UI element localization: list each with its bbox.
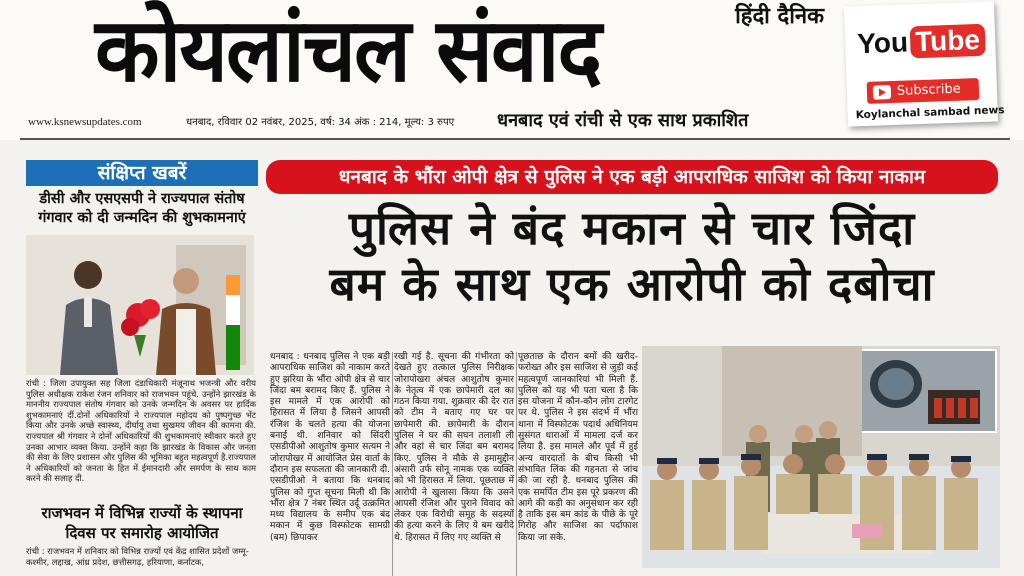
story-column-2: रखी गई है. सूचना की गंभीरता को देखते हुए तत्काल पुलिस निरीक्षक जोरापोखरा अंचल आशुतोष कुमार के नेतृत्व में एक छापेमारी दल का गठन किया गया. शुक्रवार की देर रात को टीम ने बताए गए घर पर छापेमारी की. छापेमारी के दौरान पुलिस ने घर की सघन तलाशी ली और वहां से चार जिंदा बम बरामद किए. पुलिस ने मौके से इमामुद्दीन अंसारी उर्फ सोनू नामक एक व्यक्ति को भी हिरासत में लिया. पूछताछ में आरोपी ने खुलासा किया कि उसने आपसी रंजिश और पुराने विवाद को लेकर एक विरोधी समूह के सदस्यों की हत्या करने के लिए ये बम खरीदे थे. हिरासत में लिए गए व्यक्ति से [394, 352, 514, 543]
youtube-logo [857, 24, 986, 60]
brief-headline-1: डीसी और एसएसपी ने राज्यपाल संतोष गंगवार को दी जन्मदिन की शुभकामनाएं [38, 191, 246, 226]
column-divider [392, 352, 393, 576]
subscribe-label: Subscribe [896, 81, 962, 99]
brief-headline-2: राजभवन में विभिन्न राज्यों के स्थापना दिवस पर समारोह आयोजित [41, 504, 243, 542]
story-headline [262, 200, 1002, 312]
headline-line-2: बम के साथ एक आरोपी को दबोचा [329, 257, 935, 311]
masthead [0, 0, 1024, 140]
story-column-3: पूछताछ के दौरान बमों की खरीद-फरोख्त और इस साजिश से जुड़ी कई महत्वपूर्ण जानकारियां भी मिली हैं. पुलिस को यह भी पता चला है कि इस योजना में कौन-कौन लोग टारगेट पर थे. पुलिस ने इस संदर्भ में भौंरा थाना में विस्फोटक पदार्थ अधिनियम सुसंगत धाराओं में मामला दर्ज कर लिया है. इस मामले और पूर्व में हुई अन्य वारदातों के बीच किसी भी संभावित लिंक की गहनता से जांच की जा रही है. धनबाद पुलिस की एक समर्पित टीम इस पूरे प्रकरण की आगे की कड़ी का अनुसंधान कर रही है ताकि इस बम कांड के पीछे के पूरे गिरोह और साजिश का पर्दाफाश किया जा सके. [518, 352, 638, 543]
tagline: धनबाद एवं रांची से एक साथ प्रकाशित [497, 110, 749, 131]
column-divider [516, 352, 517, 576]
governor-photo [26, 235, 254, 375]
newspaper-title: कोयलांचल संवाद [95, 0, 601, 102]
edition-label: हिंदी दैनिक [735, 3, 824, 29]
police-press-photo [642, 346, 1000, 568]
police-press-photo-illustration [642, 346, 1000, 568]
youtube-badge[interactable] [844, 1, 1005, 126]
masthead-divider [20, 138, 1010, 140]
section-label: संक्षिप्त खबरें [26, 160, 258, 186]
play-icon [873, 85, 891, 100]
story-kicker: धनबाद के भौंरा ओपी क्षेत्र से पुलिस ने एक बड़ी आपराधिक साजिश को किया नाकाम [266, 160, 998, 194]
headline-line-1: पुलिस ने बंद मकान से चार जिंदा [348, 201, 916, 255]
subscribe-button[interactable] [867, 78, 980, 104]
youtube-logo-you: You [856, 26, 909, 60]
dateline: धनबाद, रविवार 02 नवंबर, 2025, वर्ष: 34 अंक : 214, मूल्य: 3 रुपए [186, 117, 455, 128]
youtube-channel-name: Koylanchal sambad news [855, 104, 1005, 122]
story-column-1: धनबाद : धनबाद पुलिस ने एक बड़ी आपराधिक साजिश को नाकाम करते हुए झरिया के भौंरा ओपी क्षेत्र से चार जिंदा बम बरामद किए हैं. पुलिस ने इस मामले में एक आरोपी को हिरासत में लिया है जिसने आपसी रंजिश के चलते हत्या की योजना बनाई थी. शनिवार को सिंदरी एसडीपीओ आशुतोष कुमार सत्यम ने जोरापोखर में आयोजित प्रेस वार्ता के दौरान इस सफलता की जानकारी दी. एसडीपीओ ने बताया कि धनबाद पुलिस को गुप्त सूचना मिली थी कि भौंरा क्षेत्र 7 नंबर स्थित उर्दू उत्क्रमित मध्य विद्यालय के समीप एक बंद मकान में कुछ विस्फोटक सामग्री (बम) छिपाकर [270, 352, 390, 543]
governor-photo-illustration [26, 235, 254, 375]
brief-body-1: रांची : जिला उपायुक्त सह जिला दंडाधिकारी मंजूनाथ भजन्त्री और वरीय पुलिस अधीक्षक राकेश रंजन शनिवार को राजभवन पहुंचे. उन्होंने झारखंड के माननीय राज्यपाल संतोष गंगवार को उनके जन्मदिन के अवसर पर हार्दिक शुभकामनाएं दीं.दोनों अधिकारियों ने राज्यपाल महोदय को पुष्पगुच्छ भेंट किया और उनके अच्छे स्वास्थ्य, दीर्घायु तथा सुखमय जीवन की कामना की. राज्यपाल श्री गंगवार ने दोनों अधिकारियों की शुभकामनाएं स्वीकार करते हुए उनका आभार व्यक्त किया. उन्होंने कहा कि झारखंड के विकास और जनता की सेवा के लिए प्रशासन और पुलिस की भूमिका बहुत महत्वपूर्ण है.राज्यपाल ने अधिकारियों को जनता के हित में ईमानदारी और समर्पण के साथ काम करने की सलाह दी. [26, 378, 256, 484]
brief-body-2: रांची : राजभवन में शनिवार को विभिन्न राज्यों एवं केंद्र शासित प्रदेशों जम्मू-कश्मीर, लद्दाख, आंध्र प्रदेश, छत्तीसगढ़, हरियाणा, कर्नाटक, [26, 546, 249, 567]
youtube-logo-tube: Tube [909, 24, 985, 59]
website-url[interactable]: www.ksnewsupdates.com [28, 116, 142, 128]
